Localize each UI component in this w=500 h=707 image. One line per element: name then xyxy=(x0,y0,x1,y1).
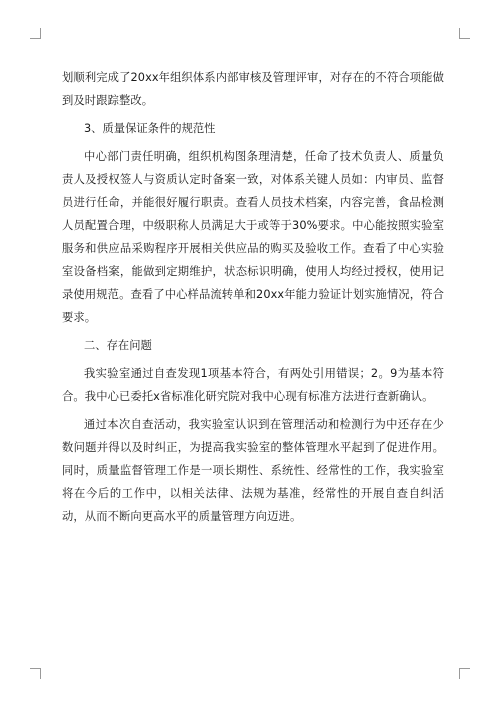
crop-mark-top-left-v xyxy=(40,28,41,39)
section-heading-existing-problems: 二、存在问题 xyxy=(84,339,152,352)
section-heading-quality-assurance: 3、质量保证条件的规范性 xyxy=(84,122,216,135)
crop-mark-top-right-v xyxy=(459,28,460,39)
paragraph-quality-assurance: 中心部门责任明确，组织机构图条理清楚，任命了技术负责人、质量负责人及授权签人与资质认定时备案一致，对体系关键人员如：内审员、监督员进行任命，并能很好履行职责。查看人员技术档案，内容完善，食品检测人员配置合理，中级职称人员满足大于或等于30%要求。中心能按照实验室服务和供应品采购程序开展相关供应品的购买及验收工作。查看了中心实验室设备档案，能做到定期维护，状态标识明确，使用人均经过授权，使用记录使用规范。查看了中心样品流转单和20xx年能力验证计划实施情况，符合要求。 xyxy=(62,150,444,324)
paragraph-conclusion: 通过本次自查活动，我实验室认识到在管理活动和检测行为中还存在少数问题并得以及时纠正，为提高我实验室的整体管理水平起到了促进作用。同时，质量监督管理工作是一项长期性、系统性、经常性的工作，我实验室将在今后的工作中，以相关法律、法规为基准，经常性的开展自查自纠活动，从而不断向更高水平的质量管理方向迈进。 xyxy=(62,418,444,523)
document-body xyxy=(62,66,444,533)
crop-mark-top-right-h xyxy=(459,38,470,39)
paragraph-continuation: 划顺利完成了20xx年组织体系内部审核及管理评审，对存在的不符合项能做到及时跟踪整改。 xyxy=(62,71,444,107)
crop-mark-bottom-left-v xyxy=(40,668,41,679)
crop-mark-bottom-right-h xyxy=(459,668,470,669)
paragraph-self-check-findings: 我实验室通过自查发现1项基本符合，有两处引用错误；2。9为基本符合。我中心已委托x省标准化研究院对我中心现有标准方法进行查新确认。 xyxy=(62,367,444,403)
crop-mark-bottom-right-v xyxy=(459,668,460,679)
